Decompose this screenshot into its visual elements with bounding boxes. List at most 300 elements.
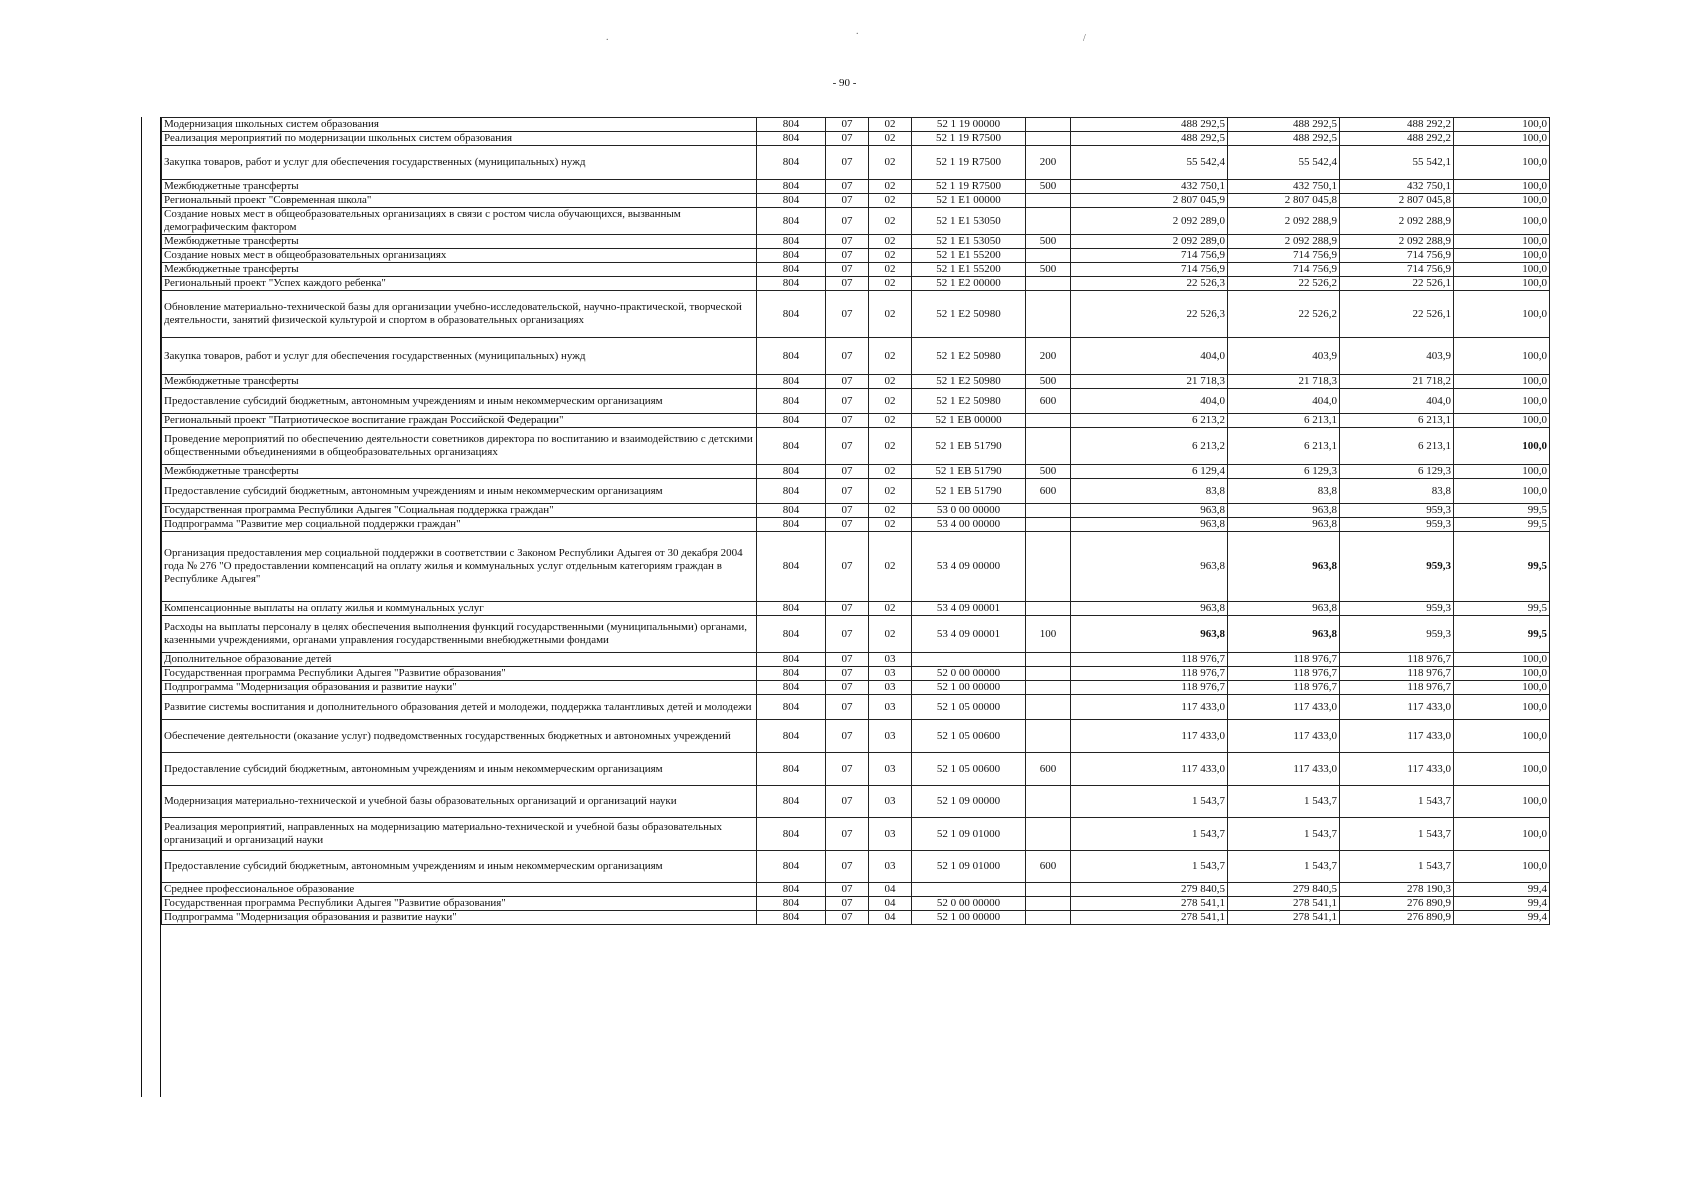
scan-mark: . [856,26,859,37]
row-rz-code: 07 [826,132,869,146]
row-csr-code: 52 1 00 00000 [912,911,1026,925]
row-percent: 100,0 [1454,389,1550,414]
row-executed-value: 118 976,7 [1340,681,1454,695]
row-pr-code: 02 [869,504,912,518]
row-percent: 100,0 [1454,338,1550,375]
row-percent: 100,0 [1454,851,1550,883]
row-executed-value: 2 807 045,8 [1340,194,1454,208]
row-rz-code: 07 [826,235,869,249]
row-pr-code: 04 [869,911,912,925]
row-percent: 100,0 [1454,263,1550,277]
row-refined-value: 488 292,5 [1228,118,1340,132]
table-row [162,479,1550,504]
row-vr-code [1026,291,1071,338]
row-approved-value: 488 292,5 [1071,132,1228,146]
row-approved-value: 2 092 289,0 [1071,235,1228,249]
row-percent: 100,0 [1454,208,1550,235]
row-approved-value: 22 526,3 [1071,277,1228,291]
row-name: Предоставление субсидий бюджетным, автономным учреждениям и иным некоммерческим организациям [162,479,757,504]
row-percent: 100,0 [1454,428,1550,465]
row-name: Межбюджетные трансферты [162,180,757,194]
row-csr-code: 52 0 00 00000 [912,897,1026,911]
row-pr-code: 02 [869,616,912,653]
row-name: Дополнительное образование детей [162,653,757,667]
row-rz-code: 07 [826,180,869,194]
row-approved-value: 117 433,0 [1071,695,1228,720]
row-pr-code: 02 [869,338,912,375]
row-csr-code: 52 1 E1 55200 [912,249,1026,263]
row-name: Государственная программа Республики Адыгея "Развитие образования" [162,667,757,681]
row-percent: 100,0 [1454,132,1550,146]
row-pr-code: 02 [869,208,912,235]
row-gr-code: 804 [757,180,826,194]
row-refined-value: 488 292,5 [1228,132,1340,146]
row-refined-value: 404,0 [1228,389,1340,414]
row-name: Предоставление субсидий бюджетным, автономным учреждениям и иным некоммерческим организациям [162,753,757,786]
row-name: Подпрограмма "Модернизация образования и развитие науки" [162,911,757,925]
row-pr-code: 02 [869,118,912,132]
row-rz-code: 07 [826,753,869,786]
row-gr-code: 804 [757,194,826,208]
row-gr-code: 804 [757,428,826,465]
row-csr-code: 52 1 E1 53050 [912,208,1026,235]
row-gr-code: 804 [757,518,826,532]
row-vr-code [1026,414,1071,428]
row-rz-code: 07 [826,653,869,667]
row-rz-code: 07 [826,375,869,389]
row-pr-code: 02 [869,277,912,291]
table-row [162,518,1550,532]
row-vr-code [1026,194,1071,208]
row-rz-code: 07 [826,667,869,681]
page-number: - 90 - [832,77,857,89]
row-gr-code: 804 [757,681,826,695]
row-approved-value: 2 092 289,0 [1071,208,1228,235]
row-name: Межбюджетные трансферты [162,375,757,389]
row-approved-value: 963,8 [1071,602,1228,616]
row-pr-code: 03 [869,695,912,720]
row-approved-value: 6 213,2 [1071,428,1228,465]
row-executed-value: 959,3 [1340,602,1454,616]
row-approved-value: 6 129,4 [1071,465,1228,479]
row-gr-code: 804 [757,851,826,883]
row-name: Государственная программа Республики Адыгея "Социальная поддержка граждан" [162,504,757,518]
row-pr-code: 02 [869,146,912,180]
row-refined-value: 55 542,4 [1228,146,1340,180]
row-vr-code: 500 [1026,180,1071,194]
row-executed-value: 118 976,7 [1340,667,1454,681]
row-name: Создание новых мест в общеобразовательных организациях в связи с ростом числа обучающихся, вызванным демографическим фактором [162,208,757,235]
row-approved-value: 117 433,0 [1071,720,1228,753]
row-name: Проведение мероприятий по обеспечению деятельности советников директора по воспитанию и взаимодействию с детскими общественными объединениями в общеобразовательных организациях [162,428,757,465]
row-pr-code: 03 [869,720,912,753]
table-row [162,338,1550,375]
row-csr-code: 52 1 09 01000 [912,818,1026,851]
row-csr-code: 52 1 19 R7500 [912,180,1026,194]
row-vr-code [1026,681,1071,695]
row-refined-value: 118 976,7 [1228,653,1340,667]
row-pr-code: 02 [869,375,912,389]
row-percent: 100,0 [1454,465,1550,479]
row-gr-code: 804 [757,897,826,911]
table-row [162,695,1550,720]
row-csr-code: 53 4 09 00001 [912,616,1026,653]
row-csr-code: 52 1 EB 51790 [912,465,1026,479]
table-row [162,291,1550,338]
row-csr-code: 52 1 05 00600 [912,720,1026,753]
row-csr-code: 52 1 05 00600 [912,753,1026,786]
row-approved-value: 21 718,3 [1071,375,1228,389]
table-row [162,132,1550,146]
row-refined-value: 118 976,7 [1228,667,1340,681]
row-percent: 99,5 [1454,616,1550,653]
row-gr-code: 804 [757,616,826,653]
table-row [162,753,1550,786]
row-name: Закупка товаров, работ и услуг для обеспечения государственных (муниципальных) нужд [162,338,757,375]
row-percent: 100,0 [1454,291,1550,338]
row-name: Региональный проект "Успех каждого ребенка" [162,277,757,291]
table-row [162,818,1550,851]
row-pr-code: 03 [869,818,912,851]
row-executed-value: 959,3 [1340,504,1454,518]
row-name: Расходы на выплаты персоналу в целях обеспечения выполнения функций государственными (муниципальными) органами, казенными учреждениями, органами управления государственными внебюджетными фондами [162,616,757,653]
row-name: Среднее профессиональное образование [162,883,757,897]
row-name: Организация предоставления мер социальной поддержки в соответствии с Законом Республики Адыгея от 30 декабря 2004 года № 276 "О предоставлении компенсаций на оплату жилья и коммунальных услуг отдельным категориям граждан в Республике Адыгея" [162,532,757,602]
row-name: Предоставление субсидий бюджетным, автономным учреждениям и иным некоммерческим организациям [162,851,757,883]
row-executed-value: 1 543,7 [1340,786,1454,818]
table-row [162,786,1550,818]
row-vr-code [1026,818,1071,851]
row-executed-value: 1 543,7 [1340,818,1454,851]
row-rz-code: 07 [826,897,869,911]
row-name: Подпрограмма "Модернизация образования и развитие науки" [162,681,757,695]
row-csr-code [912,883,1026,897]
row-percent: 100,0 [1454,479,1550,504]
row-name: Межбюджетные трансферты [162,465,757,479]
row-approved-value: 714 756,9 [1071,249,1228,263]
row-pr-code: 03 [869,753,912,786]
row-refined-value: 714 756,9 [1228,263,1340,277]
row-csr-code: 52 1 19 R7500 [912,146,1026,180]
row-vr-code [1026,786,1071,818]
row-pr-code: 02 [869,428,912,465]
row-gr-code: 804 [757,602,826,616]
row-gr-code: 804 [757,818,826,851]
row-approved-value: 963,8 [1071,518,1228,532]
row-csr-code: 52 0 00 00000 [912,667,1026,681]
row-pr-code: 03 [869,653,912,667]
row-name: Закупка товаров, работ и услуг для обеспечения государственных (муниципальных) нужд [162,146,757,180]
row-pr-code: 02 [869,132,912,146]
row-vr-code [1026,428,1071,465]
table-row [162,911,1550,925]
row-executed-value: 117 433,0 [1340,695,1454,720]
table-row [162,277,1550,291]
row-name: Межбюджетные трансферты [162,235,757,249]
row-gr-code: 804 [757,146,826,180]
row-approved-value: 404,0 [1071,389,1228,414]
row-refined-value: 118 976,7 [1228,681,1340,695]
row-executed-value: 117 433,0 [1340,753,1454,786]
row-approved-value: 118 976,7 [1071,681,1228,695]
row-rz-code: 07 [826,911,869,925]
row-approved-value: 118 976,7 [1071,667,1228,681]
row-refined-value: 1 543,7 [1228,818,1340,851]
table-row [162,616,1550,653]
row-executed-value: 21 718,2 [1340,375,1454,389]
row-gr-code: 804 [757,911,826,925]
row-csr-code: 52 1 00 00000 [912,681,1026,695]
row-vr-code [1026,132,1071,146]
row-rz-code: 07 [826,277,869,291]
table-row [162,389,1550,414]
row-percent: 99,5 [1454,518,1550,532]
row-refined-value: 2 807 045,8 [1228,194,1340,208]
row-executed-value: 55 542,1 [1340,146,1454,180]
row-gr-code: 804 [757,249,826,263]
row-rz-code: 07 [826,616,869,653]
row-rz-code: 07 [826,291,869,338]
row-csr-code: 52 1 09 01000 [912,851,1026,883]
row-gr-code: 804 [757,720,826,753]
row-percent: 100,0 [1454,667,1550,681]
row-vr-code [1026,518,1071,532]
row-vr-code: 600 [1026,479,1071,504]
row-approved-value: 963,8 [1071,504,1228,518]
row-csr-code: 52 1 E1 53050 [912,235,1026,249]
row-executed-value: 276 890,9 [1340,897,1454,911]
table-row [162,194,1550,208]
row-vr-code [1026,667,1071,681]
row-vr-code: 100 [1026,616,1071,653]
row-rz-code: 07 [826,532,869,602]
row-executed-value: 6 213,1 [1340,414,1454,428]
row-pr-code: 02 [869,235,912,249]
table-row [162,118,1550,132]
row-rz-code: 07 [826,818,869,851]
row-refined-value: 117 433,0 [1228,720,1340,753]
row-gr-code: 804 [757,132,826,146]
row-csr-code: 52 1 E2 50980 [912,375,1026,389]
row-rz-code: 07 [826,465,869,479]
table-row [162,883,1550,897]
row-name: Компенсационные выплаты на оплату жилья и коммунальных услуг [162,602,757,616]
row-pr-code: 04 [869,883,912,897]
row-vr-code [1026,911,1071,925]
row-approved-value: 6 213,2 [1071,414,1228,428]
scan-mark: / [1083,33,1086,44]
row-percent: 100,0 [1454,249,1550,263]
row-name: Развитие системы воспитания и дополнительного образования детей и молодежи, поддержка талантливых детей и молодежи [162,695,757,720]
row-refined-value: 1 543,7 [1228,786,1340,818]
budget-table [161,117,1550,925]
table-row [162,532,1550,602]
row-csr-code: 52 1 E1 55200 [912,263,1026,277]
row-pr-code: 02 [869,291,912,338]
row-pr-code: 02 [869,389,912,414]
row-approved-value: 55 542,4 [1071,146,1228,180]
row-refined-value: 6 213,1 [1228,428,1340,465]
row-refined-value: 2 092 288,9 [1228,235,1340,249]
row-pr-code: 02 [869,180,912,194]
row-name: Обеспечение деятельности (оказание услуг) подведомственных государственных бюджетных и автономных учреждений [162,720,757,753]
row-executed-value: 276 890,9 [1340,911,1454,925]
row-executed-value: 959,3 [1340,616,1454,653]
row-approved-value: 22 526,3 [1071,291,1228,338]
row-name: Предоставление субсидий бюджетным, автономным учреждениям и иным некоммерческим организациям [162,389,757,414]
row-pr-code: 02 [869,465,912,479]
row-refined-value: 278 541,1 [1228,911,1340,925]
row-approved-value: 117 433,0 [1071,753,1228,786]
row-refined-value: 1 543,7 [1228,851,1340,883]
table-row [162,208,1550,235]
row-name: Модернизация школьных систем образования [162,118,757,132]
table-row [162,504,1550,518]
row-vr-code [1026,720,1071,753]
table-row [162,146,1550,180]
row-pr-code: 02 [869,532,912,602]
row-rz-code: 07 [826,208,869,235]
row-gr-code: 804 [757,667,826,681]
row-executed-value: 118 976,7 [1340,653,1454,667]
row-approved-value: 1 543,7 [1071,786,1228,818]
row-vr-code [1026,532,1071,602]
row-percent: 99,4 [1454,897,1550,911]
row-approved-value: 404,0 [1071,338,1228,375]
row-csr-code: 52 1 E2 50980 [912,389,1026,414]
row-approved-value: 278 541,1 [1071,911,1228,925]
table-row [162,249,1550,263]
row-executed-value: 278 190,3 [1340,883,1454,897]
row-vr-code: 500 [1026,263,1071,277]
row-csr-code: 53 4 00 00000 [912,518,1026,532]
row-rz-code: 07 [826,602,869,616]
row-refined-value: 279 840,5 [1228,883,1340,897]
row-refined-value: 21 718,3 [1228,375,1340,389]
row-gr-code: 804 [757,389,826,414]
row-rz-code: 07 [826,249,869,263]
row-gr-code: 804 [757,479,826,504]
row-gr-code: 804 [757,753,826,786]
row-percent: 100,0 [1454,681,1550,695]
row-csr-code: 52 1 EB 00000 [912,414,1026,428]
row-refined-value: 403,9 [1228,338,1340,375]
row-refined-value: 6 129,3 [1228,465,1340,479]
row-vr-code: 600 [1026,753,1071,786]
row-executed-value: 117 433,0 [1340,720,1454,753]
row-gr-code: 804 [757,465,826,479]
row-percent: 100,0 [1454,720,1550,753]
row-vr-code [1026,883,1071,897]
row-percent: 100,0 [1454,653,1550,667]
row-executed-value: 404,0 [1340,389,1454,414]
row-approved-value: 83,8 [1071,479,1228,504]
row-vr-code: 500 [1026,375,1071,389]
row-csr-code: 52 1 E2 50980 [912,338,1026,375]
row-name: Модернизация материально-технической и учебной базы образовательных организаций и организаций науки [162,786,757,818]
row-rz-code: 07 [826,389,869,414]
row-percent: 100,0 [1454,786,1550,818]
row-refined-value: 278 541,1 [1228,897,1340,911]
row-pr-code: 02 [869,602,912,616]
row-gr-code: 804 [757,414,826,428]
row-percent: 99,4 [1454,911,1550,925]
row-rz-code: 07 [826,118,869,132]
row-csr-code: 52 1 09 00000 [912,786,1026,818]
row-csr-code: 52 1 EB 51790 [912,428,1026,465]
row-name: Реализация мероприятий по модернизации школьных систем образования [162,132,757,146]
row-rz-code: 07 [826,146,869,180]
row-refined-value: 2 092 288,9 [1228,208,1340,235]
row-name: Государственная программа Республики Адыгея "Развитие образования" [162,897,757,911]
row-vr-code [1026,695,1071,720]
row-csr-code: 52 1 EB 51790 [912,479,1026,504]
row-rz-code: 07 [826,681,869,695]
row-executed-value: 959,3 [1340,518,1454,532]
row-executed-value: 2 092 288,9 [1340,208,1454,235]
row-gr-code: 804 [757,532,826,602]
table-row [162,375,1550,389]
table-left-margin [141,117,161,1097]
table-row [162,720,1550,753]
row-rz-code: 07 [826,338,869,375]
row-refined-value: 963,8 [1228,602,1340,616]
table-row [162,897,1550,911]
table-row [162,180,1550,194]
row-percent: 100,0 [1454,818,1550,851]
row-approved-value: 963,8 [1071,616,1228,653]
row-percent: 100,0 [1454,277,1550,291]
table-row [162,428,1550,465]
row-percent: 99,5 [1454,504,1550,518]
row-gr-code: 804 [757,786,826,818]
row-gr-code: 804 [757,118,826,132]
row-rz-code: 07 [826,851,869,883]
row-gr-code: 804 [757,883,826,897]
row-name: Подпрограмма "Развитие мер социальной поддержки граждан" [162,518,757,532]
row-vr-code: 500 [1026,235,1071,249]
row-executed-value: 6 129,3 [1340,465,1454,479]
row-executed-value: 2 092 288,9 [1340,235,1454,249]
row-vr-code [1026,897,1071,911]
row-percent: 100,0 [1454,146,1550,180]
row-csr-code: 52 1 19 00000 [912,118,1026,132]
table-row [162,465,1550,479]
row-refined-value: 22 526,2 [1228,291,1340,338]
row-rz-code: 07 [826,720,869,753]
table-row [162,602,1550,616]
row-csr-code: 52 1 05 00000 [912,695,1026,720]
row-executed-value: 488 292,2 [1340,118,1454,132]
row-refined-value: 714 756,9 [1228,249,1340,263]
row-percent: 100,0 [1454,695,1550,720]
row-refined-value: 83,8 [1228,479,1340,504]
row-rz-code: 07 [826,504,869,518]
table-row [162,681,1550,695]
row-percent: 100,0 [1454,194,1550,208]
row-pr-code: 03 [869,681,912,695]
row-refined-value: 963,8 [1228,616,1340,653]
row-refined-value: 117 433,0 [1228,753,1340,786]
row-vr-code: 600 [1026,389,1071,414]
table-row [162,667,1550,681]
row-gr-code: 804 [757,291,826,338]
row-executed-value: 714 756,9 [1340,263,1454,277]
row-name: Реализация мероприятий, направленных на модернизацию материально-технической и учебной базы образовательных организаций и организаций науки [162,818,757,851]
row-pr-code: 02 [869,194,912,208]
row-executed-value: 22 526,1 [1340,291,1454,338]
row-executed-value: 6 213,1 [1340,428,1454,465]
